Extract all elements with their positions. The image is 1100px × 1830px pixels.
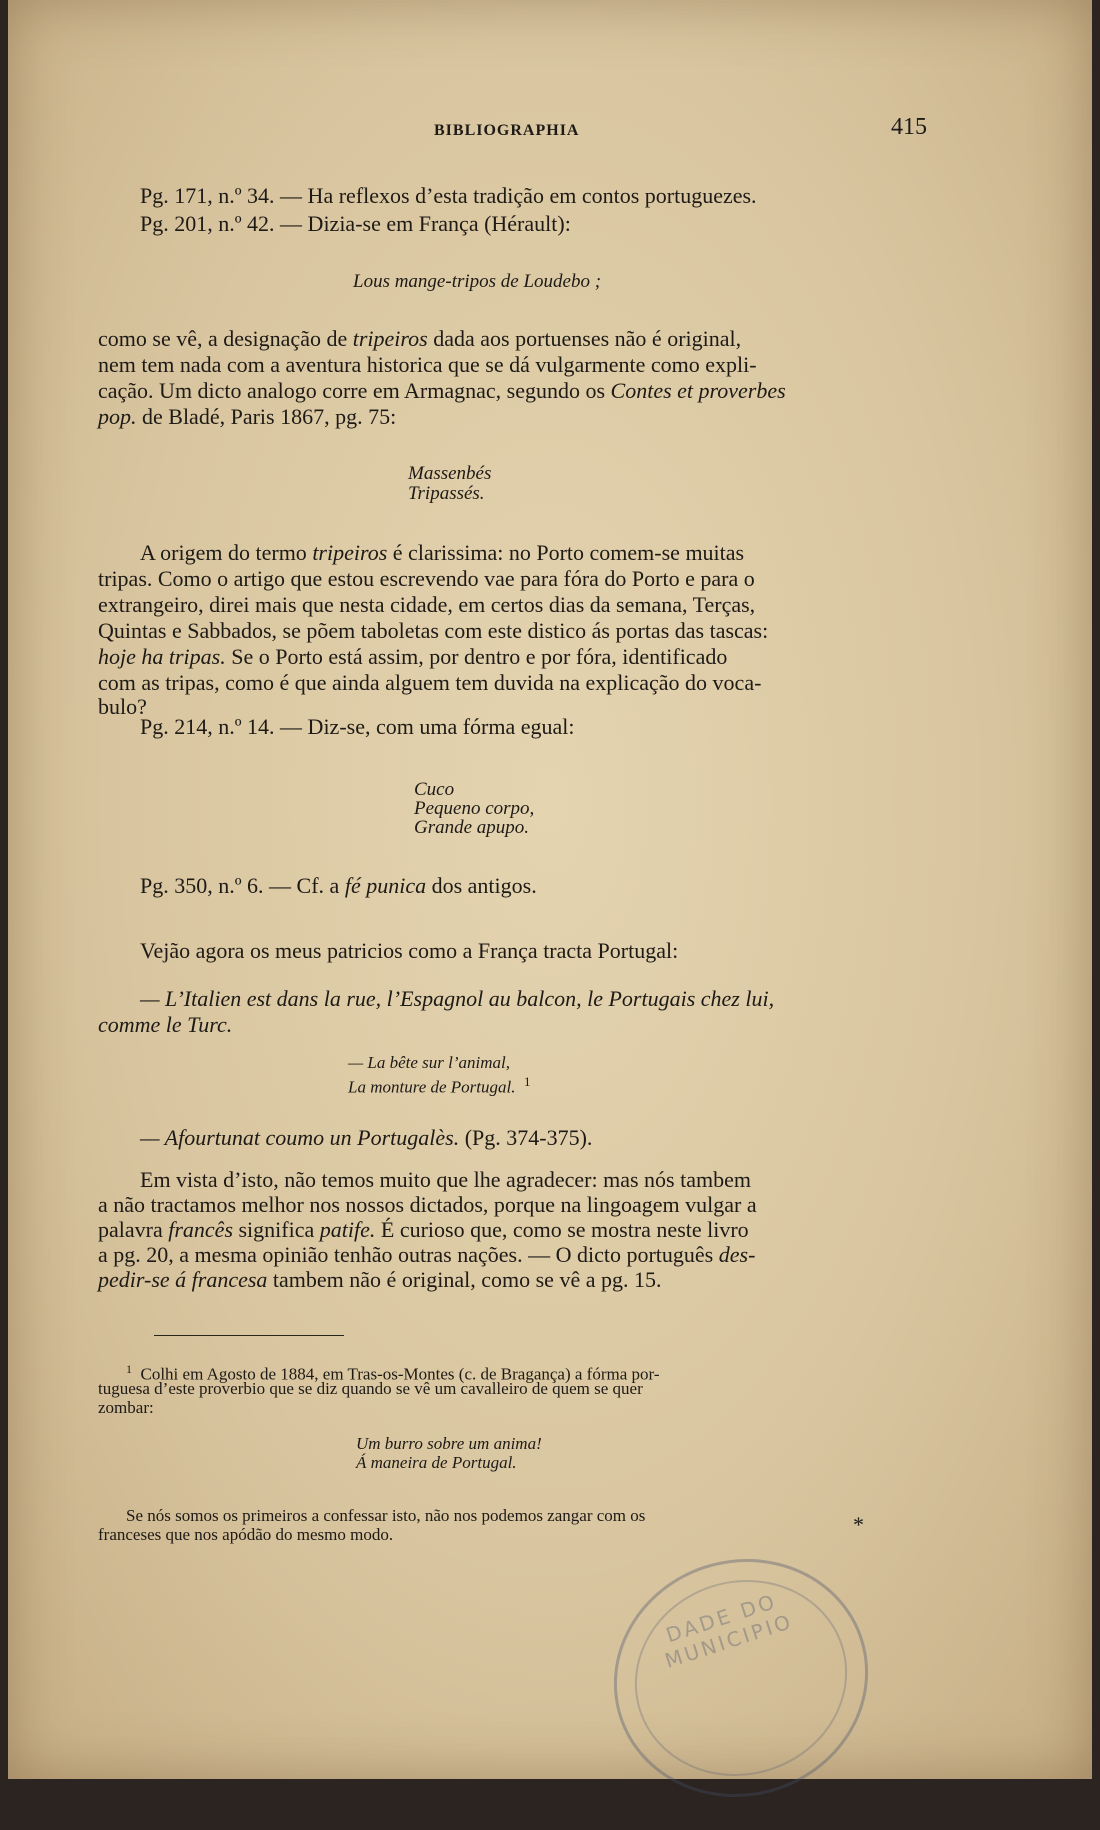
text-line: Vejão agora os meus patricios como a França tracta Portugal: (140, 938, 679, 963)
text-line: Pg. 214, n.º 14. — Diz-se, com uma fórma egual: (140, 714, 575, 739)
footnote-divider (154, 1335, 344, 1336)
verse-line: Cuco (414, 779, 455, 800)
text-line: tripas. Como o artigo que estou escrevendo vae para fóra do Porto e para o (98, 566, 755, 591)
text-line: Em vista d’isto, não temos muito que lhe agradecer: mas nós tambem (140, 1167, 751, 1192)
book-page (8, 0, 1092, 1779)
text-line: hoje ha tripas. Se o Porto está assim, por dentro e por fóra, identificado (98, 644, 728, 669)
verse-line: Lous mange-tripos de Loudebo ; (353, 271, 602, 292)
footnote-line: Se nós somos os primeiros a confessar isto, não nos podemos zangar com os (126, 1506, 646, 1525)
asterisk-mark: * (853, 1512, 864, 1537)
text-line: a não tractamos melhor nos nossos dictados, porque na lingoagem vulgar a (98, 1192, 757, 1217)
verse-line: — La bête sur l’animal, (348, 1053, 510, 1072)
library-stamp-seal: DADE DO MUNICIPIO (583, 1526, 899, 1830)
verse-line: La monture de Portugal. $^1$ (348, 1074, 531, 1097)
footnote-verse: Um burro sobre um anima! (356, 1434, 542, 1453)
text-line: extrangeiro, direi mais que nesta cidade, em certos dias da semana, Terças, (98, 592, 756, 617)
verse-line: Grande apupo. (414, 817, 530, 838)
verse-line: Tripassés. (408, 483, 485, 504)
footnote-verse: Á maneira de Portugal. (356, 1453, 517, 1472)
text-line: palavra francês significa patife. É curioso que, como se mostra neste livro (98, 1217, 749, 1242)
text-line: Pg. 171, n.º 34. — Ha reflexos d’esta tradição em contos portuguezes. (140, 183, 757, 208)
text-line: Pg. 201, n.º 42. — Dizia-se em França (Hérault): (140, 211, 571, 236)
text-line: Quintas e Sabbados, se põem taboletas com este distico ás portas das tascas: (98, 618, 769, 643)
text-line: Pg. 350, n.º 6. — Cf. a fé punica dos antigos. (140, 873, 537, 898)
footnote-line: zombar: (98, 1398, 154, 1417)
text-line: com as tripas, como é que ainda alguem tem duvida na explicação do voca- (98, 670, 762, 695)
text-line: como se vê, a designação de tripeiros dada aos portuenses não é original, (98, 326, 742, 351)
quote-line: comme le Turc. (98, 1012, 233, 1037)
footnote-line: tuguesa d’este proverbio que se diz quando se vê um cavalleiro de quem se quer (98, 1379, 643, 1398)
text-line: nem tem nada com a aventura historica que se dá vulgarmente como expli- (98, 352, 757, 377)
text-line: cação. Um dicto analogo corre em Armagnac, segundo os Contes et proverbes (98, 378, 786, 403)
text-line: pop. de Bladé, Paris 1867, pg. 75: (98, 404, 397, 429)
text-line: A origem do termo tripeiros é clarissima: no Porto comem-se muitas (140, 540, 745, 565)
verse-line: Massenbés (408, 463, 492, 484)
text-line: pedir-se á francesa tambem não é original, como se vê a pg. 15. (98, 1267, 662, 1292)
text-line: bulo? (98, 694, 147, 719)
footnote-line: franceses que nos apódão do mesmo modo. (98, 1525, 394, 1544)
page-number: 415 (891, 114, 927, 140)
text-line: a pg. 20, a mesma opinião tenhão outras nações. — O dicto português des- (98, 1242, 756, 1267)
text-line: — Afourtunat coumo un Portugalès. (Pg. 374-375). (140, 1125, 593, 1150)
footnote-reference: 1 (523, 1074, 531, 1089)
quote-line: — L’Italien est dans la rue, l’Espagnol au balcon, le Portugais chez lui, (140, 986, 775, 1011)
running-header-title: BIBLIOGRAPHIA (434, 122, 580, 139)
footnote-line: $^1$ Colhi em Agosto de 1884, em Tras-os-Montes (c. de Bragança) a fórma por- (126, 1362, 660, 1384)
verse-line: Pequeno corpo, (414, 798, 535, 819)
